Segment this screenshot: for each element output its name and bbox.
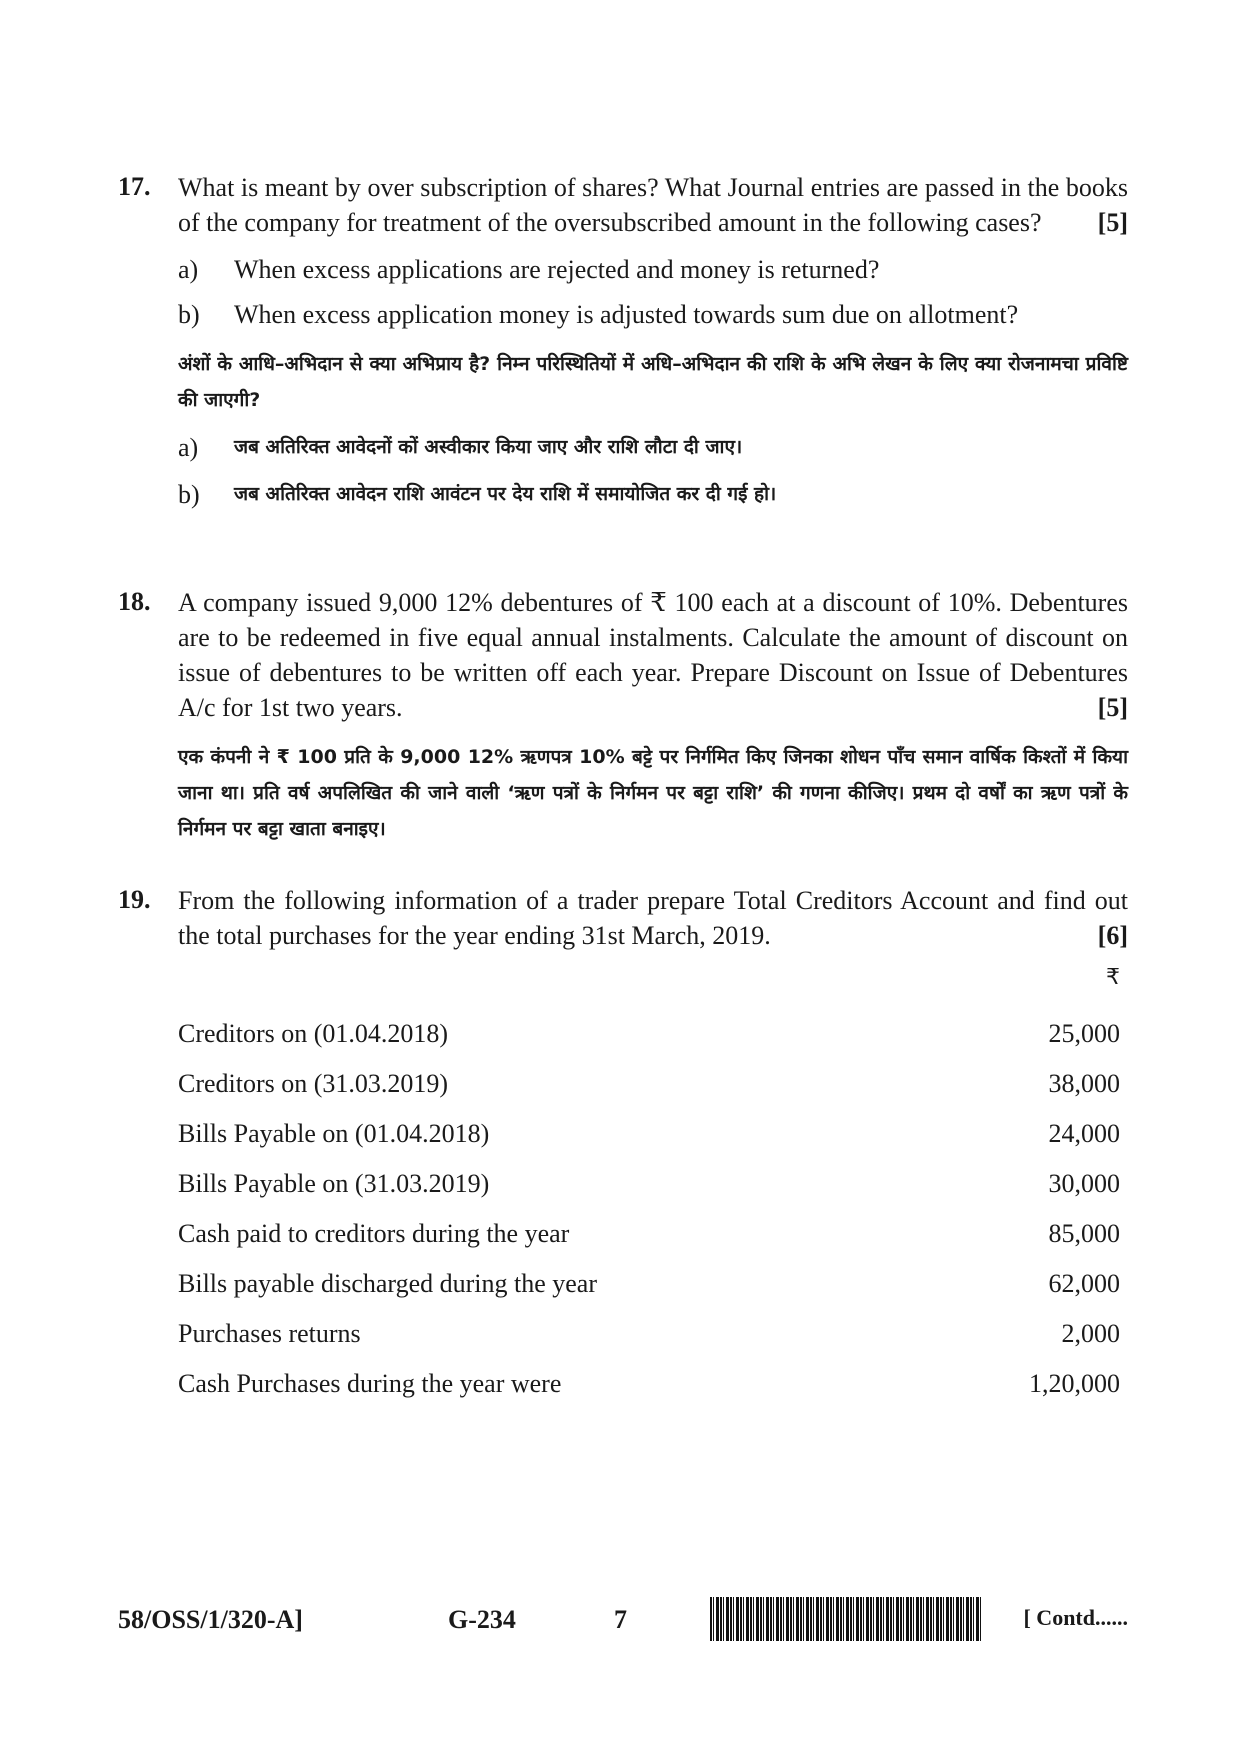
continued-label: [ Contd...... <box>1023 1605 1128 1630</box>
barcode <box>710 1597 981 1641</box>
table-row <box>178 1009 1120 1059</box>
table-row <box>178 1259 1120 1309</box>
item-label: Bills payable discharged during the year <box>178 1269 598 1298</box>
question-number: 18. <box>118 587 151 616</box>
sub-label: b) <box>178 480 200 509</box>
table-row <box>178 1359 1120 1409</box>
sub-label: b) <box>178 300 200 329</box>
item-amount: 30,000 <box>1048 1169 1120 1198</box>
hindi-sub-question-b <box>178 477 1128 512</box>
item-label: Purchases returns <box>178 1319 361 1348</box>
hindi-question-text: एक कंपनी ने ₹ 100 प्रति के 9,000 12% ऋणपत्र 10% बट्टे पर निर्गमित किए जिनका शोधन पाँच समान वार्षिक किश्तों में किया जाना था। प्रति वर्ष अपलिखित की जाने वाली ‘ऋण पत्रों के निर्गमन पर बट्टा राशि’ की गणना कीजिए। प्रथम दो वर्षों का ऋण पत्रों के निर्गमन पर बट्टा खाता बनाइए। <box>178 746 1128 840</box>
sub-question-b <box>178 297 1128 332</box>
hindi-question-text: अंशों के आधि–अभिदान से क्या अभिप्राय है? निम्न परिस्थितियों में अधि–अभिदान की राशि के अभि लेखन के लिए क्या रोजनामचा प्रविष्टि की जाएगी? <box>178 353 1128 411</box>
item-amount: 38,000 <box>1048 1069 1120 1098</box>
question-text-body: From the following information of a trader prepare Total Creditors Account and find out the total purchases for the year ending 31st March, 2019. <box>178 886 1128 950</box>
item-amount: 1,20,000 <box>1029 1369 1120 1398</box>
item-label: Creditors on (31.03.2019) <box>178 1069 449 1098</box>
marks: [5] <box>1097 693 1128 722</box>
sub-text: When excess application money is adjusted towards sum due on allotment? <box>234 300 1019 329</box>
item-amount: 25,000 <box>1048 1019 1120 1048</box>
currency-symbol: ₹ <box>1106 965 1120 990</box>
table-row <box>178 1209 1120 1259</box>
series-code: G-234 <box>448 1605 516 1634</box>
item-label: Bills Payable on (31.03.2019) <box>178 1169 490 1198</box>
page-footer <box>118 1597 1128 1645</box>
item-label: Cash paid to creditors during the year <box>178 1219 570 1248</box>
question-text-body: What is meant by over subscription of shares? What Journal entries are passed in the books of the company for treatment of the oversubscribed amount in the following cases? <box>178 173 1128 237</box>
question-number: 19. <box>118 885 151 914</box>
question-text-body: A company issued 9,000 12% debentures of ₹ 100 each at a discount of 10%. Debentures are to be redeemed in five equal annual instalments. Calculate the amount of discount on issue of debentures to be written off each year. Prepare Discount on Issue of Debentures A/c for 1st two years. <box>178 588 1128 722</box>
page-number: 7 <box>614 1605 627 1634</box>
item-amount: 62,000 <box>1048 1269 1120 1298</box>
question-text <box>178 883 1128 953</box>
table-row <box>178 1159 1120 1209</box>
question-text <box>178 585 1128 725</box>
marks: [5] <box>1097 208 1128 237</box>
item-amount: 85,000 <box>1048 1219 1120 1248</box>
sub-label: a) <box>178 433 199 462</box>
question-text <box>178 170 1128 240</box>
item-amount: 24,000 <box>1048 1119 1120 1148</box>
table-row <box>178 1059 1120 1109</box>
currency-header <box>178 965 1120 997</box>
table-row <box>178 1109 1120 1159</box>
question-17 <box>118 170 1128 512</box>
item-label: Bills Payable on (01.04.2018) <box>178 1119 490 1148</box>
sub-question-a <box>178 252 1128 287</box>
item-label: Creditors on (01.04.2018) <box>178 1019 449 1048</box>
table-row <box>178 1309 1120 1359</box>
paper-code: 58/OSS/1/320-A] <box>118 1605 303 1634</box>
marks: [6] <box>1097 921 1128 950</box>
sub-text: जब अतिरिक्त आवेदनों कों अस्वीकार किया जाए और राशि लौटा दी जाए। <box>234 436 743 458</box>
sub-label: a) <box>178 255 199 284</box>
item-amount: 2,000 <box>1061 1319 1120 1348</box>
creditors-data-table <box>178 1009 1120 1409</box>
sub-text: जब अतिरिक्त आवेदन राशि आवंटन पर देय राशि में समायोजित कर दी गई हो। <box>234 483 777 505</box>
sub-text: When excess applications are rejected and money is returned? <box>234 255 880 284</box>
question-19 <box>118 883 1128 1409</box>
item-label: Cash Purchases during the year were <box>178 1369 562 1398</box>
hindi-sub-question-a <box>178 430 1128 465</box>
question-18 <box>118 585 1128 847</box>
question-number: 17. <box>118 172 151 201</box>
